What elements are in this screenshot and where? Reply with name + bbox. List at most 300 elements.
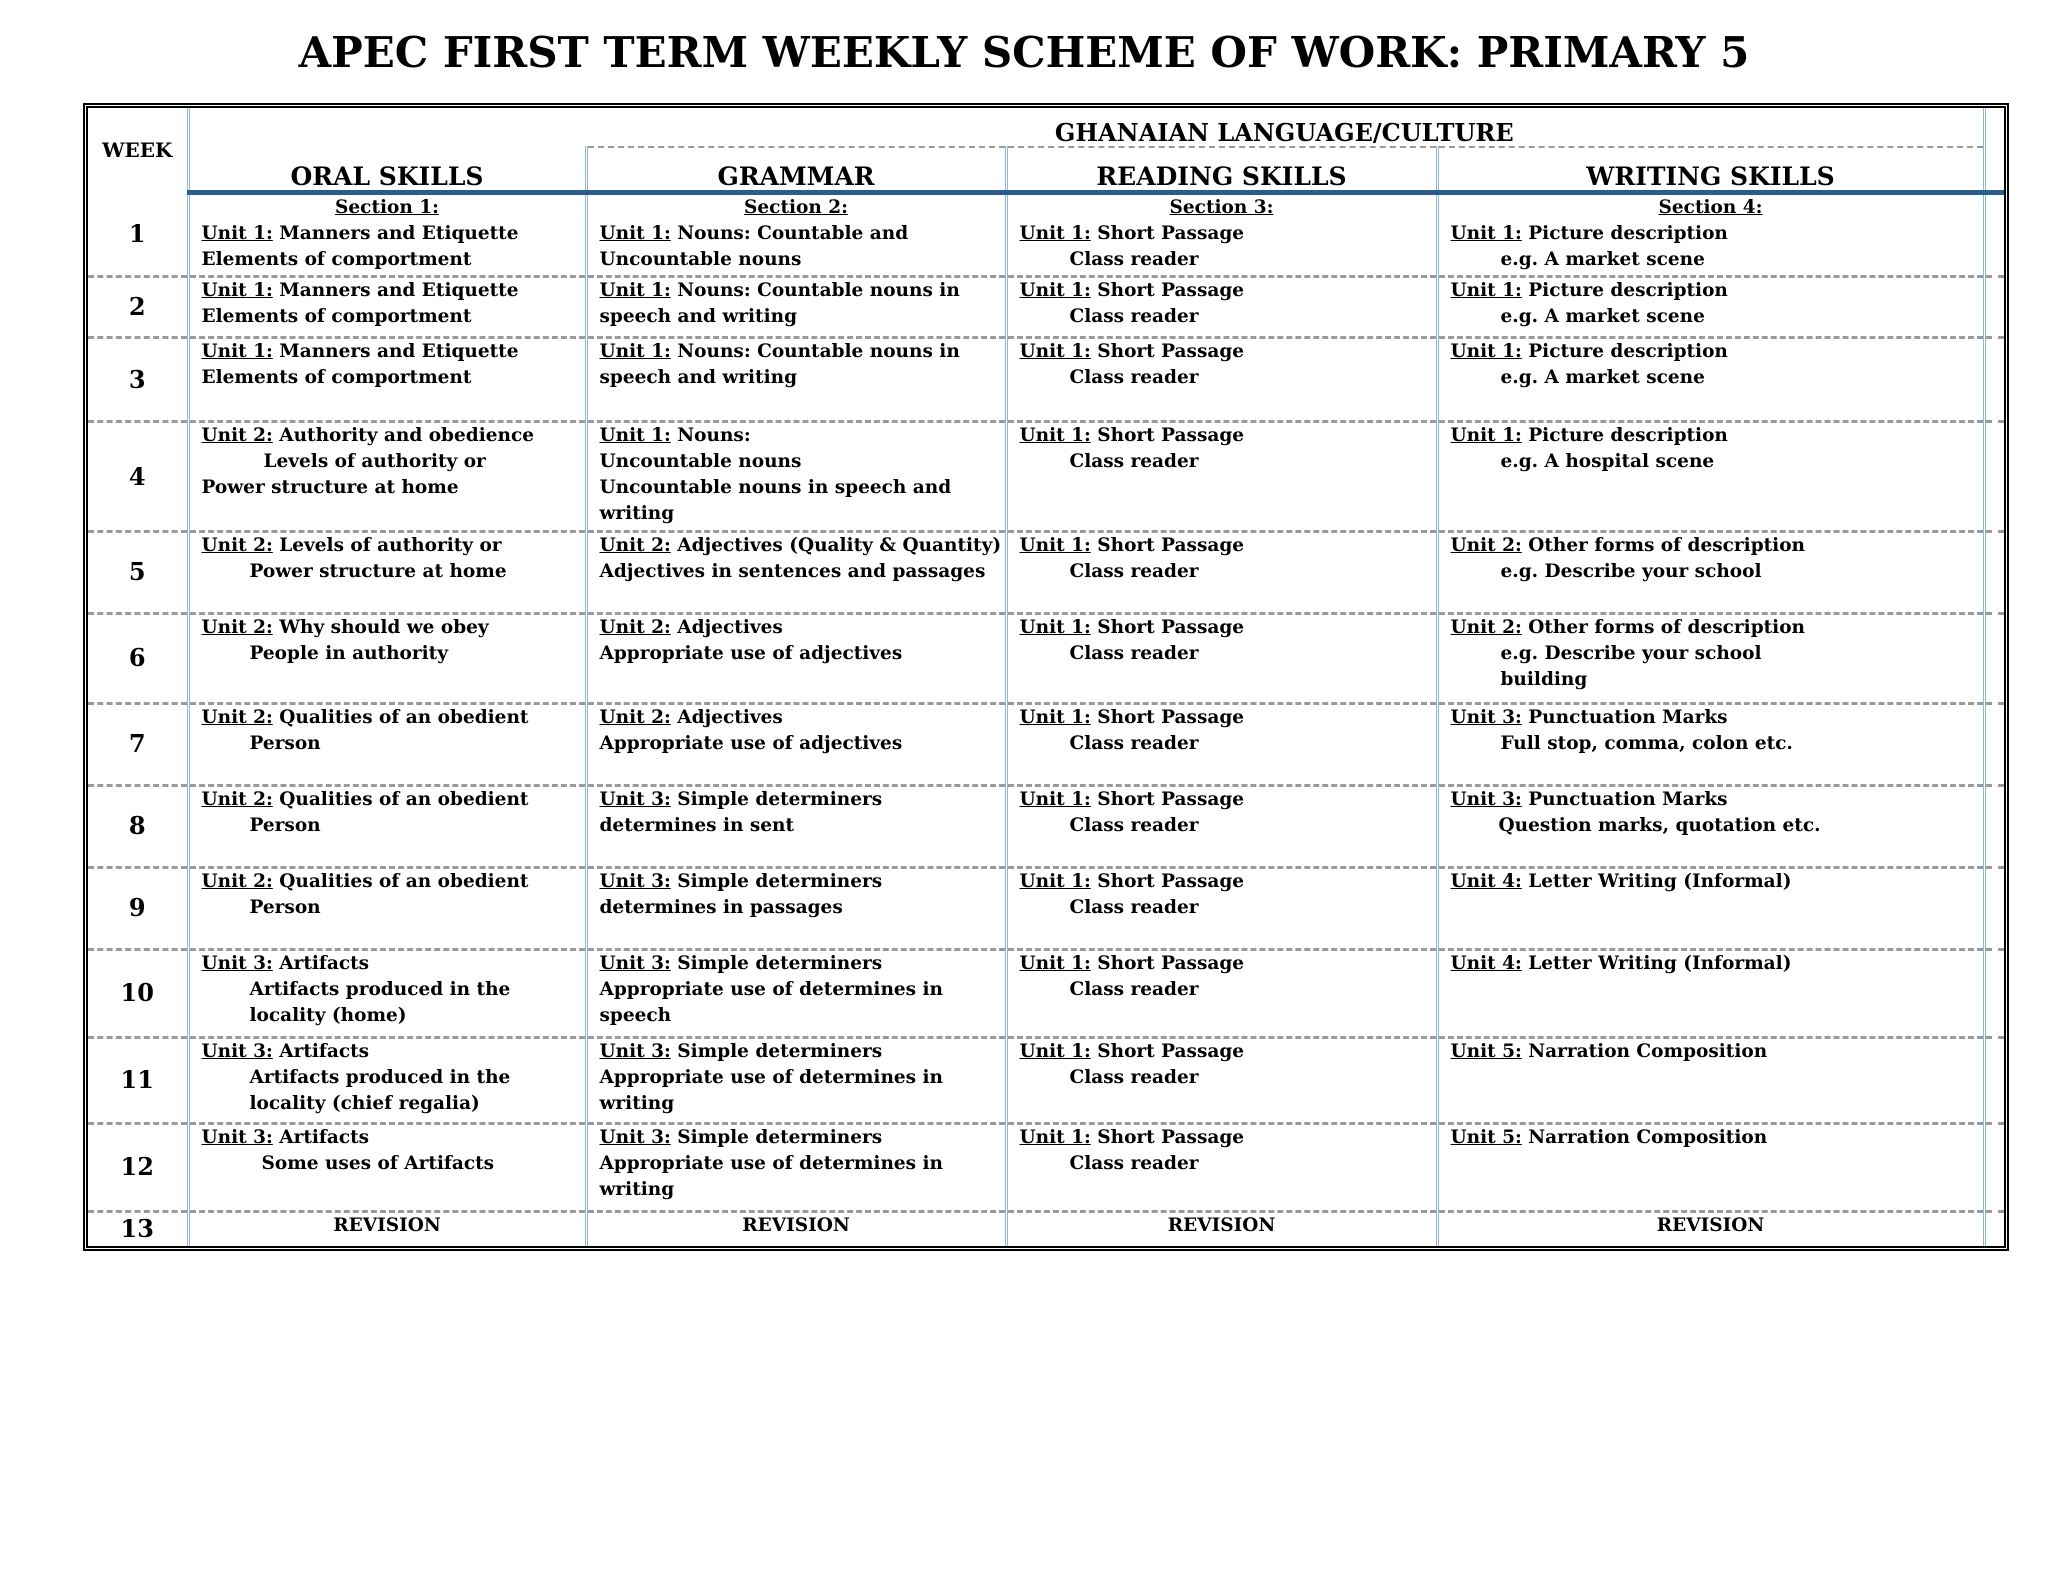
oral-unit-number: Unit 2: [201, 534, 273, 556]
writing-unit-topic: Letter Writing (Informal) [1521, 952, 1792, 974]
writing-unit-line [1451, 615, 1971, 641]
grammar-detail-line: Appropriate use of adjectives [599, 642, 903, 664]
table-row [88, 613, 2004, 703]
writing-revision-cell: REVISION [1437, 1211, 1984, 1246]
reading-unit-topic: Short Passage [1090, 341, 1245, 363]
grammar-detail-line: Uncountable nouns in speech and [599, 477, 952, 499]
grammar-unit-number: Unit 2: [599, 706, 671, 728]
reading-unit-number: Unit 1: [1019, 1126, 1091, 1148]
oral-detail-line: Elements of comportment [201, 249, 472, 270]
oral-unit-line [202, 221, 573, 247]
oral-unit-topic: Manners and Etiquette [272, 223, 519, 244]
writing-unit-number: Unit 5: [1450, 1126, 1522, 1148]
oral-detail-line: Power structure at home [201, 477, 459, 499]
grammar-detail-line: Uncountable nouns [599, 249, 802, 270]
grammar-unit-number: Unit 3: [599, 870, 671, 892]
reading-unit-line [1020, 423, 1424, 449]
reading-cell [1006, 276, 1437, 337]
reading-unit-number: Unit 1: [1019, 788, 1091, 810]
reading-skills-header: READING SKILLS [1006, 147, 1437, 193]
oral-cell [188, 531, 586, 613]
grammar-cell [586, 949, 1006, 1037]
oral-detail-line: locality (chief regalia) [249, 1092, 480, 1114]
writing-detail-line: Question marks, quotation etc. [1498, 814, 1821, 836]
writing-cell [1437, 422, 1984, 532]
week-number: 12 [88, 1123, 188, 1211]
grammar-cell [586, 276, 1006, 337]
reading-unit-topic: Short Passage [1090, 1040, 1245, 1062]
reading-unit-line [1020, 787, 1424, 813]
oral-unit-number: Unit 3: [201, 1040, 273, 1062]
table-row [88, 422, 2004, 532]
reading-unit-line [1020, 705, 1424, 731]
grammar-unit-line [600, 1039, 993, 1065]
row-edge [1984, 531, 2004, 613]
writing-unit-topic: Punctuation Marks [1521, 788, 1728, 810]
grammar-unit-line [600, 705, 993, 731]
grammar-section-label: Section 2: [744, 197, 848, 218]
grammar-unit-number: Unit 1: [599, 279, 671, 301]
reading-unit-topic: Short Passage [1090, 279, 1245, 301]
writing-detail-line: e.g. A market scene [1500, 249, 1705, 270]
reading-section-label: Section 3: [1169, 197, 1274, 218]
grammar-unit-line [600, 339, 993, 365]
week-number: 6 [88, 613, 188, 703]
reading-detail-line: Class reader [1069, 814, 1199, 836]
grammar-detail-line: Uncountable nouns [599, 451, 802, 473]
row-edge [1984, 338, 2004, 422]
writing-detail-line: e.g. Describe your school [1500, 560, 1762, 582]
oral-revision-cell: REVISION [188, 1211, 586, 1246]
oral-detail-line: Person [249, 732, 321, 754]
table-row [88, 276, 2004, 337]
week-number: 4 [88, 422, 188, 532]
reading-cell [1006, 422, 1437, 532]
writing-unit-line [1451, 1039, 1971, 1065]
reading-unit-number: Unit 1: [1019, 870, 1091, 892]
grammar-header: GRAMMAR [586, 147, 1006, 193]
oral-section-label: Section 1: [335, 197, 439, 218]
reading-unit-line [1020, 533, 1424, 559]
grammar-unit-number: Unit 1: [599, 223, 671, 244]
grammar-detail-line: speech and writing [599, 305, 798, 327]
row-edge [1984, 867, 2004, 949]
grammar-detail-line: writing [599, 1092, 675, 1114]
writing-unit-topic: Punctuation Marks [1521, 706, 1728, 728]
grammar-unit-number: Unit 3: [599, 1126, 671, 1148]
grammar-cell [586, 1123, 1006, 1211]
reading-unit-number: Unit 1: [1019, 706, 1091, 728]
reading-unit-topic: Short Passage [1090, 1126, 1245, 1148]
table-row [88, 785, 2004, 867]
row-edge [1984, 1037, 2004, 1123]
oral-detail-line: Artifacts produced in the [249, 978, 511, 1000]
reading-unit-topic: Short Passage [1090, 952, 1245, 974]
oral-unit-line [202, 615, 573, 641]
reading-unit-line [1020, 615, 1424, 641]
grammar-detail-line: determines in sent [599, 814, 795, 836]
oral-unit-line [202, 278, 573, 304]
writing-unit-number: Unit 5: [1450, 1040, 1522, 1062]
table-row [88, 867, 2004, 949]
grammar-detail-line: speech and writing [599, 367, 798, 389]
grammar-unit-number: Unit 3: [599, 1040, 671, 1062]
subject-header: GHANAIAN LANGUAGE/CULTURE [1054, 118, 1514, 147]
writing-unit-number: Unit 3: [1450, 788, 1522, 810]
grammar-detail-line: Appropriate use of determines in [599, 1066, 944, 1088]
row-edge [1984, 1123, 2004, 1211]
oral-detail-line: Levels of authority or [263, 451, 486, 473]
row-edge [1984, 1211, 2004, 1246]
grammar-unit-line [600, 951, 993, 977]
writing-unit-number: Unit 4: [1450, 952, 1522, 974]
week-number: 7 [88, 703, 188, 785]
reading-unit-line [1020, 278, 1424, 304]
oral-unit-line [202, 1039, 573, 1065]
oral-detail-line: Power structure at home [249, 560, 507, 582]
writing-detail-line: Full stop, comma, colon etc. [1500, 732, 1793, 754]
reading-unit-topic: Short Passage [1090, 616, 1245, 638]
writing-cell [1437, 1037, 1984, 1123]
reading-unit-line [1020, 339, 1424, 365]
reading-revision-cell: REVISION [1006, 1211, 1437, 1246]
writing-unit-topic: Picture description [1521, 223, 1728, 244]
writing-unit-topic: Picture description [1521, 279, 1728, 301]
writing-cell [1437, 531, 1984, 613]
scheme-body [88, 193, 2004, 1247]
writing-unit-line [1451, 951, 1971, 977]
oral-cell [188, 949, 586, 1037]
reading-cell [1006, 193, 1437, 277]
grammar-cell [586, 422, 1006, 532]
oral-cell [188, 1037, 586, 1123]
week-number: 3 [88, 338, 188, 422]
row-edge [1984, 193, 2004, 277]
oral-unit-topic: Qualities of an obedient [272, 788, 529, 810]
writing-unit-line [1451, 423, 1971, 449]
oral-cell [188, 276, 586, 337]
grammar-detail-line: Adjectives in sentences and passages [599, 560, 986, 582]
oral-unit-number: Unit 2: [201, 616, 273, 638]
reading-cell [1006, 613, 1437, 703]
week-number: 9 [88, 867, 188, 949]
reading-detail-line: Class reader [1069, 305, 1199, 327]
grammar-unit-topic: Nouns: [670, 425, 751, 447]
reading-unit-number: Unit 1: [1019, 223, 1091, 244]
writing-unit-topic: Picture description [1521, 425, 1728, 447]
table-row [88, 949, 2004, 1037]
grammar-detail-line: Appropriate use of determines in [599, 978, 944, 1000]
grammar-unit-line [600, 787, 993, 813]
reading-unit-topic: Short Passage [1090, 870, 1245, 892]
reading-detail-line: Class reader [1069, 1066, 1199, 1088]
reading-unit-line [1020, 951, 1424, 977]
writing-detail-line: e.g. A hospital scene [1500, 451, 1715, 473]
writing-cell [1437, 1123, 1984, 1211]
page-title: APEC FIRST TERM WEEKLY SCHEME OF WORK: PRIMARY 5 [298, 28, 1750, 77]
reading-detail-line: Class reader [1069, 560, 1199, 582]
grammar-unit-topic: Simple determiners [670, 952, 883, 974]
oral-unit-number: Unit 2: [201, 870, 273, 892]
reading-cell [1006, 1037, 1437, 1123]
grammar-cell [586, 1037, 1006, 1123]
oral-unit-number: Unit 2: [201, 788, 273, 810]
oral-unit-line [202, 951, 573, 977]
writing-unit-topic: Narration Composition [1521, 1126, 1768, 1148]
reading-unit-topic: Short Passage [1090, 706, 1245, 728]
grammar-unit-topic: Nouns: Countable and [670, 223, 909, 244]
reading-unit-number: Unit 1: [1019, 341, 1091, 363]
week-number: 10 [88, 949, 188, 1037]
oral-cell [188, 703, 586, 785]
writing-unit-line [1451, 221, 1971, 247]
reading-unit-topic: Short Passage [1090, 425, 1245, 447]
oral-unit-topic: Artifacts [272, 1126, 370, 1148]
reading-cell [1006, 867, 1437, 949]
oral-unit-number: Unit 1: [201, 341, 273, 363]
grammar-detail-line: determines in passages [599, 896, 843, 918]
oral-unit-line [202, 533, 573, 559]
writing-unit-line [1451, 787, 1971, 813]
oral-cell [188, 193, 586, 277]
writing-unit-topic: Other forms of description [1521, 616, 1805, 638]
grammar-cell [586, 613, 1006, 703]
table-row [88, 193, 2004, 277]
writing-unit-topic: Narration Composition [1521, 1040, 1768, 1062]
oral-unit-number: Unit 2: [201, 425, 273, 447]
writing-unit-topic: Picture description [1521, 341, 1728, 363]
oral-unit-line [202, 705, 573, 731]
reading-cell [1006, 1123, 1437, 1211]
oral-cell [188, 338, 586, 422]
grammar-cell [586, 703, 1006, 785]
grammar-cell [586, 193, 1006, 277]
grammar-cell [586, 338, 1006, 422]
oral-detail-line: Elements of comportment [201, 367, 472, 389]
grammar-unit-number: Unit 3: [599, 788, 671, 810]
oral-unit-topic: Why should we obey [272, 616, 489, 638]
oral-unit-number: Unit 3: [201, 1126, 273, 1148]
oral-unit-number: Unit 2: [201, 706, 273, 728]
writing-unit-number: Unit 2: [1450, 616, 1522, 638]
reading-unit-line [1020, 1125, 1424, 1151]
oral-unit-topic: Manners and Etiquette [272, 279, 519, 301]
oral-cell [188, 785, 586, 867]
grammar-unit-topic: Adjectives [670, 706, 783, 728]
writing-detail-line: e.g. A market scene [1500, 367, 1705, 389]
reading-unit-line [1020, 1039, 1424, 1065]
row-edge [1984, 703, 2004, 785]
reading-cell [1006, 949, 1437, 1037]
table-row [88, 531, 2004, 613]
week-number: 8 [88, 785, 188, 867]
writing-cell [1437, 613, 1984, 703]
oral-cell [188, 422, 586, 532]
grammar-unit-line [600, 869, 993, 895]
writing-cell [1437, 703, 1984, 785]
reading-cell [1006, 338, 1437, 422]
writing-unit-number: Unit 4: [1450, 870, 1522, 892]
week-header: WEEK [102, 138, 173, 163]
writing-skills-header: WRITING SKILLS [1437, 147, 1984, 193]
grammar-unit-number: Unit 2: [599, 616, 671, 638]
grammar-unit-line [599, 533, 1002, 559]
reading-cell [1006, 785, 1437, 867]
reading-detail-line: Class reader [1069, 1152, 1199, 1174]
oral-detail-line: Some uses of Artifacts [261, 1152, 495, 1174]
week-number: 13 [120, 1214, 154, 1244]
reading-unit-topic: Short Passage [1090, 788, 1245, 810]
oral-unit-topic: Artifacts [272, 1040, 370, 1062]
table-row [88, 1123, 2004, 1211]
writing-unit-topic: Letter Writing (Informal) [1521, 870, 1792, 892]
oral-unit-topic: Levels of authority or [272, 534, 502, 556]
grammar-unit-topic: Adjectives (Quality & Quantity) [670, 534, 1002, 556]
row-edge [1984, 422, 2004, 532]
row-edge [1984, 276, 2004, 337]
oral-unit-number: Unit 1: [201, 279, 273, 301]
reading-unit-line [1020, 221, 1424, 247]
writing-unit-number: Unit 2: [1450, 534, 1522, 556]
scheme-table [88, 108, 2004, 1246]
grammar-detail-line: writing [599, 1178, 675, 1200]
writing-unit-number: Unit 3: [1450, 706, 1522, 728]
reading-detail-line: Class reader [1069, 978, 1199, 1000]
writing-cell [1437, 949, 1984, 1037]
grammar-unit-line [600, 1125, 993, 1151]
reading-unit-number: Unit 1: [1019, 952, 1091, 974]
grammar-revision-cell: REVISION [586, 1211, 1006, 1246]
oral-unit-number: Unit 1: [201, 223, 273, 244]
grammar-unit-topic: Nouns: Countable nouns in [670, 279, 960, 301]
reading-detail-line: Class reader [1069, 367, 1199, 389]
oral-unit-topic: Qualities of an obedient [272, 870, 529, 892]
oral-unit-number: Unit 3: [201, 952, 273, 974]
writing-detail-line: e.g. Describe your school [1500, 642, 1762, 664]
reading-detail-line: Class reader [1069, 451, 1199, 473]
reading-unit-number: Unit 1: [1019, 616, 1091, 638]
oral-detail-line: Person [249, 814, 321, 836]
grammar-unit-number: Unit 1: [599, 341, 671, 363]
grammar-unit-topic: Adjectives [670, 616, 783, 638]
reading-cell [1006, 531, 1437, 613]
writing-cell [1437, 193, 1984, 277]
oral-detail-line: Artifacts produced in the [249, 1066, 511, 1088]
oral-unit-topic: Artifacts [272, 952, 370, 974]
grammar-detail-line: writing [599, 503, 675, 525]
week-number: 11 [88, 1037, 188, 1123]
oral-skills-header: ORAL SKILLS [188, 147, 586, 193]
writing-unit-line [1451, 1125, 1971, 1151]
grammar-unit-topic: Nouns: Countable nouns in [670, 341, 960, 363]
reading-detail-line: Class reader [1069, 732, 1199, 754]
week-number: 2 [88, 276, 188, 337]
writing-section-label: Section 4: [1658, 197, 1763, 218]
row-edge [1984, 785, 2004, 867]
writing-unit-line [1451, 869, 1971, 895]
writing-detail-line: e.g. A market scene [1500, 305, 1705, 327]
grammar-cell [586, 867, 1006, 949]
reading-unit-number: Unit 1: [1019, 425, 1091, 447]
oral-cell [188, 1123, 586, 1211]
grammar-detail-line: speech [599, 1004, 672, 1026]
writing-unit-line [1451, 278, 1971, 304]
grammar-unit-line [600, 423, 993, 449]
reading-detail-line: Class reader [1069, 896, 1199, 918]
writing-unit-line [1451, 705, 1971, 731]
table-row [88, 1037, 2004, 1123]
oral-unit-topic: Qualities of an obedient [272, 706, 529, 728]
reading-cell [1006, 703, 1437, 785]
reading-unit-number: Unit 1: [1019, 1040, 1091, 1062]
writing-cell [1437, 276, 1984, 337]
table-row [88, 703, 2004, 785]
grammar-cell [586, 531, 1006, 613]
writing-unit-topic: Other forms of description [1521, 534, 1805, 556]
reading-unit-topic: Short Passage [1090, 534, 1245, 556]
grammar-unit-line [600, 221, 993, 247]
oral-unit-line [202, 869, 573, 895]
grammar-unit-number: Unit 2: [599, 534, 671, 556]
grammar-unit-topic: Simple determiners [670, 788, 883, 810]
oral-unit-line [202, 423, 573, 449]
oral-detail-line: People in authority [249, 642, 448, 664]
row-edge [1984, 949, 2004, 1037]
reading-unit-number: Unit 1: [1019, 534, 1091, 556]
grammar-unit-topic: Simple determiners [670, 1040, 883, 1062]
reading-unit-number: Unit 1: [1019, 279, 1091, 301]
grammar-cell [586, 785, 1006, 867]
grammar-unit-topic: Simple determiners [670, 870, 883, 892]
oral-unit-topic: Manners and Etiquette [272, 341, 519, 363]
oral-unit-line [202, 787, 573, 813]
reading-unit-line [1020, 869, 1424, 895]
table-row [88, 338, 2004, 422]
reading-unit-topic: Short Passage [1090, 223, 1245, 244]
oral-unit-line [202, 1125, 573, 1151]
writing-unit-number: Unit 1: [1450, 223, 1522, 244]
oral-detail-line: Elements of comportment [201, 305, 472, 327]
writing-cell [1437, 338, 1984, 422]
writing-unit-line [1451, 533, 1971, 559]
week-number: 5 [88, 531, 188, 613]
grammar-unit-line [600, 615, 993, 641]
oral-detail-line: Person [249, 896, 321, 918]
grammar-unit-number: Unit 3: [599, 952, 671, 974]
grammar-detail-line: Appropriate use of determines in [599, 1152, 944, 1174]
week-number: 1 [88, 193, 188, 277]
row-edge [1984, 613, 2004, 703]
reading-detail-line: Class reader [1069, 249, 1199, 270]
writing-cell [1437, 785, 1984, 867]
oral-cell [188, 613, 586, 703]
writing-unit-number: Unit 1: [1450, 425, 1522, 447]
writing-unit-number: Unit 1: [1450, 279, 1522, 301]
oral-unit-topic: Authority and obedience [272, 425, 534, 447]
writing-unit-line [1451, 339, 1971, 365]
grammar-unit-topic: Simple determiners [670, 1126, 883, 1148]
writing-unit-number: Unit 1: [1450, 341, 1522, 363]
writing-cell [1437, 867, 1984, 949]
revision-row [88, 1211, 2004, 1246]
writing-detail-line: building [1500, 668, 1588, 690]
oral-detail-line: locality (home) [249, 1004, 407, 1026]
oral-unit-line [202, 339, 573, 365]
reading-detail-line: Class reader [1069, 642, 1199, 664]
grammar-detail-line: Appropriate use of adjectives [599, 732, 903, 754]
grammar-unit-number: Unit 1: [599, 425, 671, 447]
grammar-unit-line [600, 278, 993, 304]
